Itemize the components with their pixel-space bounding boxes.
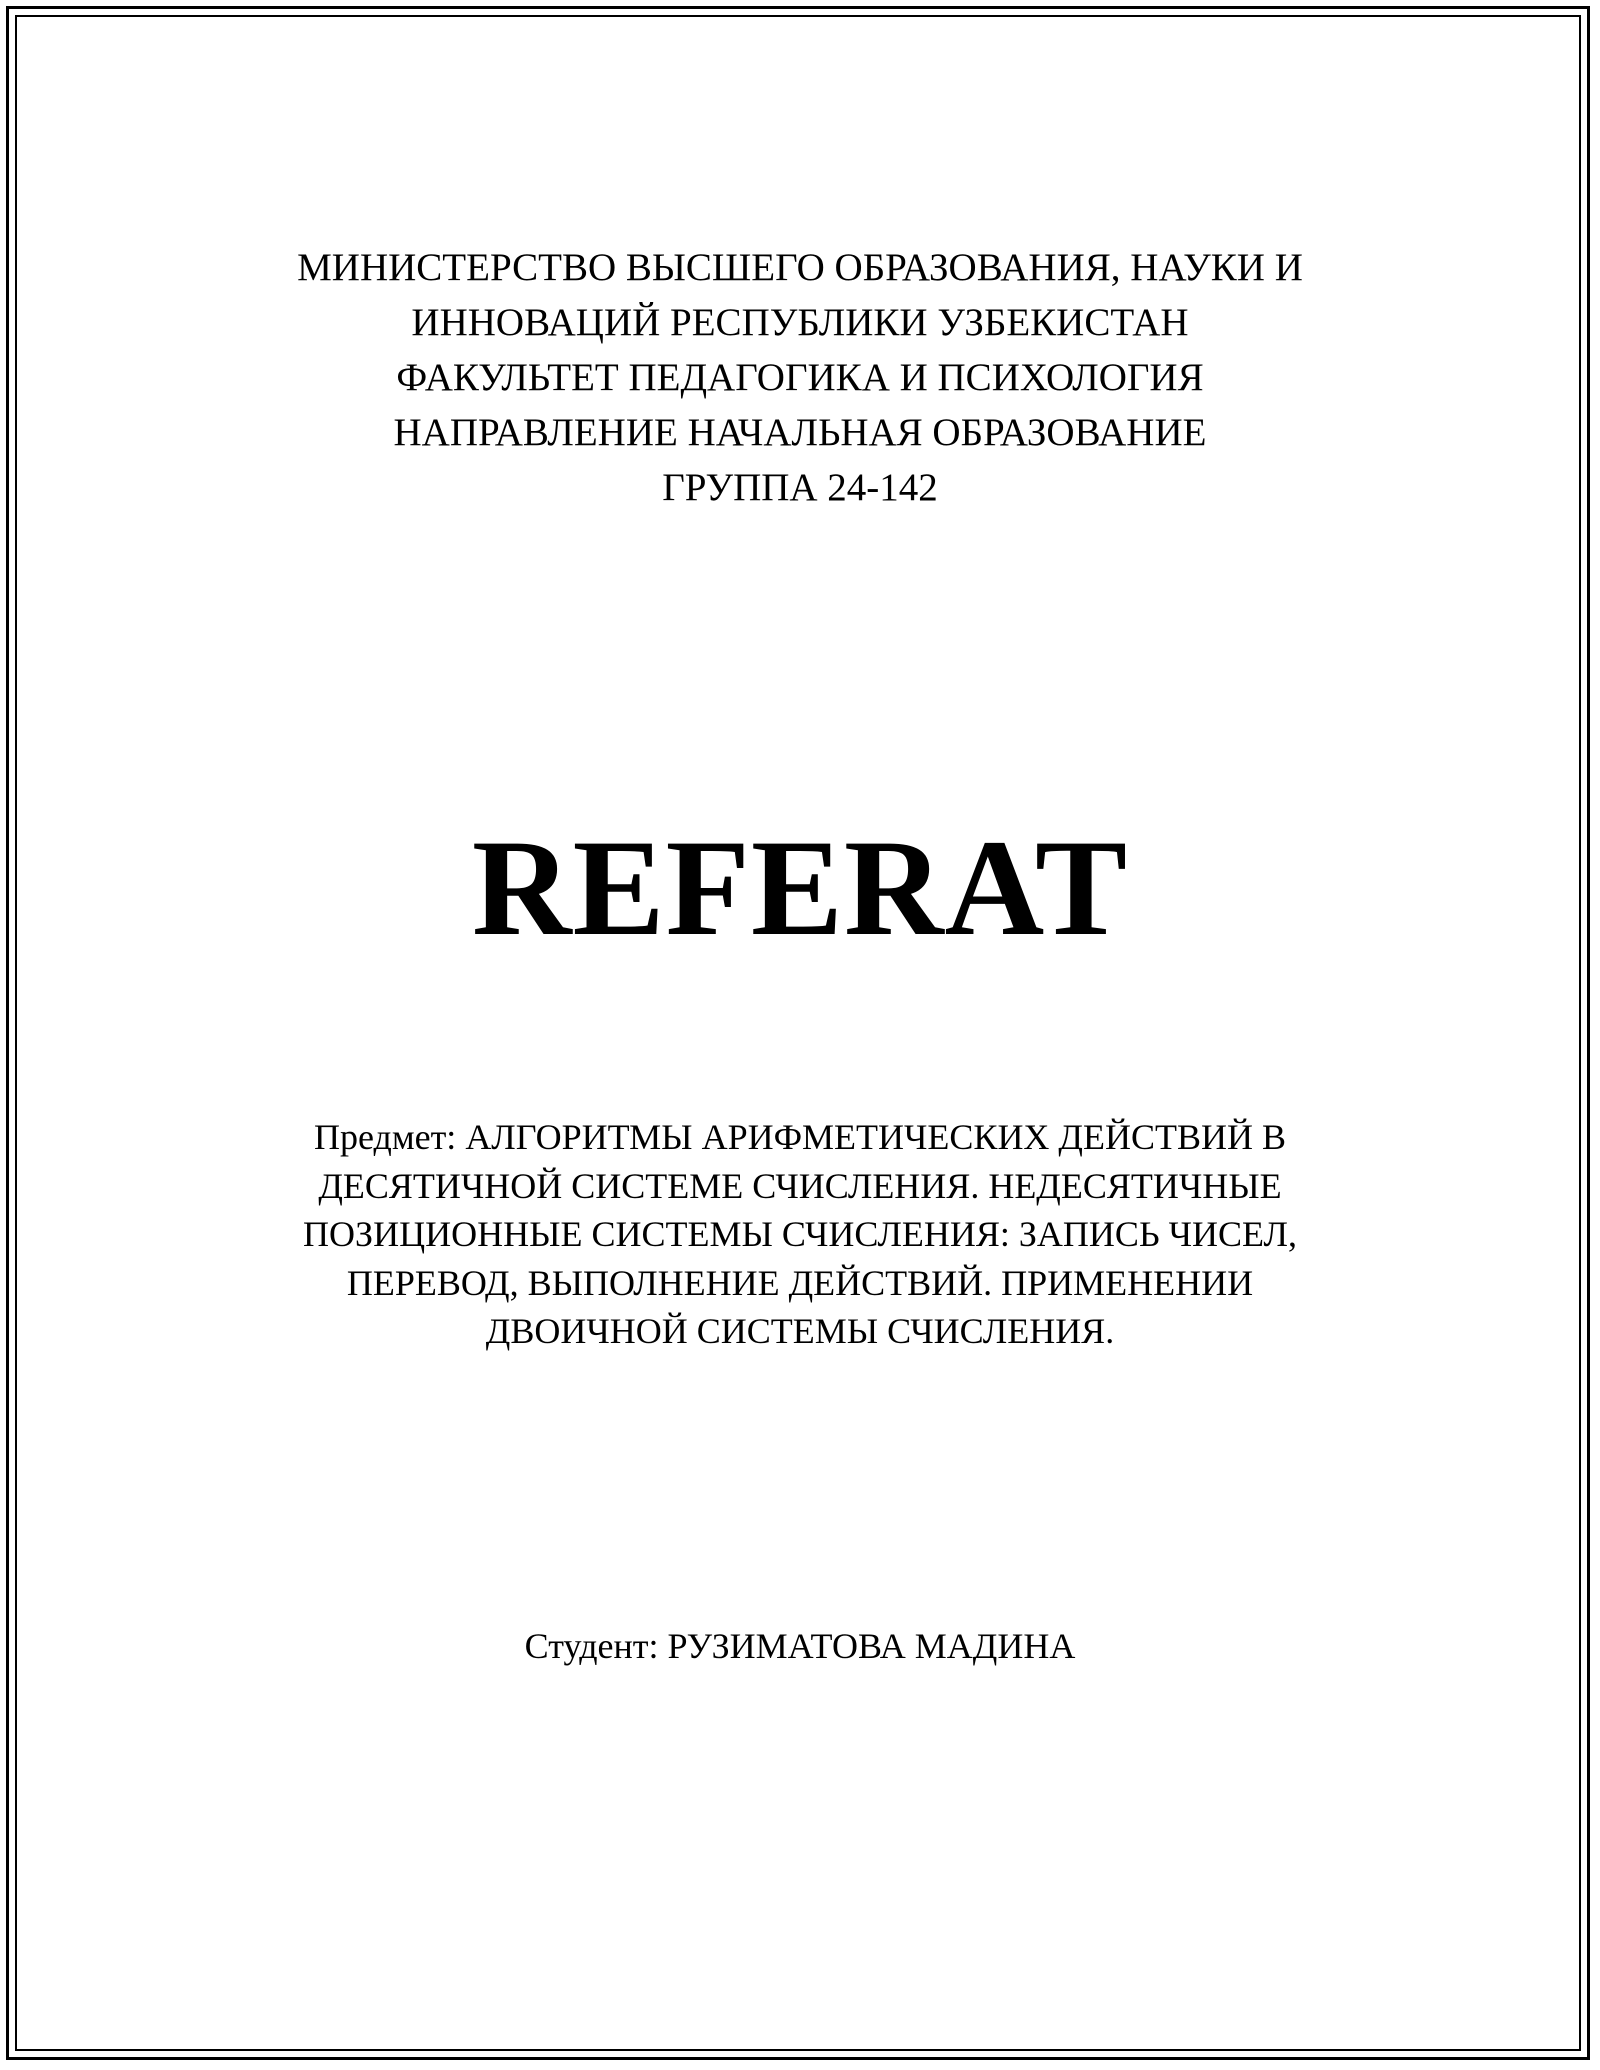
- header-line-direction: НАПРАВЛЕНИЕ НАЧАЛЬНАЯ ОБРАЗОВАНИЕ: [393, 411, 1207, 454]
- student-name: Студент: РУЗИМАТОВА МАДИНА: [524, 1626, 1076, 1666]
- institution-header: [0, 240, 1600, 515]
- header-line-republic: ИННОВАЦИЙ РЕСПУБЛИКИ УЗБЕКИСТАН: [411, 301, 1189, 344]
- document-title: REFERAT: [471, 811, 1129, 964]
- subject-line: Предмет: АЛГОРИТМЫ АРИФМЕТИЧЕСКИХ ДЕЙСТВИЙ В: [314, 1117, 1286, 1157]
- header-line-faculty: ФАКУЛЬТЕТ ПЕДАГОГИКА И ПСИХОЛОГИЯ: [396, 356, 1204, 399]
- header-line-ministry: МИНИСТЕРСТВО ВЫСШЕГО ОБРАЗОВАНИЯ, НАУКИ И: [297, 246, 1303, 289]
- subject-block: [0, 1113, 1600, 1356]
- subject-line: ДВОИЧНОЙ СИСТЕМЫ СЧИСЛЕНИЯ.: [485, 1311, 1115, 1351]
- subject-line: ДЕСЯТИЧНОЙ СИСТЕМЕ СЧИСЛЕНИЯ. НЕДЕСЯТИЧНЫЕ: [318, 1165, 1282, 1206]
- subject-line: ПОЗИЦИОННЫЕ СИСТЕМЫ СЧИСЛЕНИЯ: ЗАПИСЬ ЧИСЕЛ,: [303, 1214, 1297, 1254]
- header-line-group: ГРУППА 24-142: [662, 466, 938, 509]
- subject-line: ПЕРЕВОД, ВЫПОЛНЕНИЕ ДЕЙСТВИЙ. ПРИМЕНЕНИИ: [346, 1262, 1254, 1303]
